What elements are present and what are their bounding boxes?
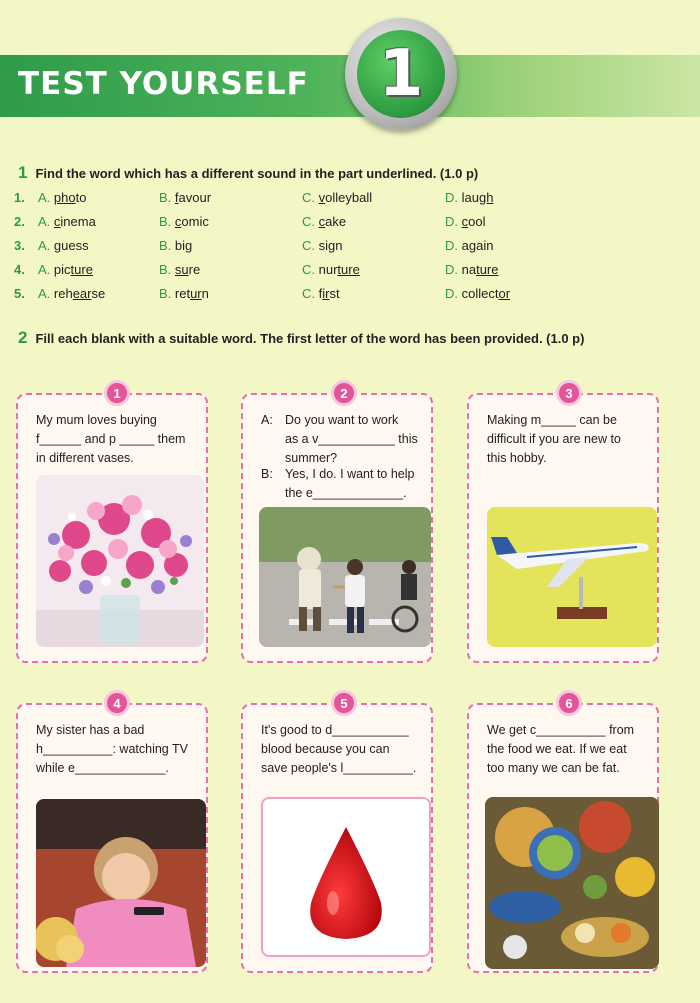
q1-row-number: 4. — [14, 262, 25, 277]
question-2-number: 2 — [18, 328, 28, 347]
flowers-vase-image — [36, 475, 204, 647]
q1-option-d: D. again — [445, 238, 494, 253]
exercise-card-6 — [467, 703, 659, 973]
q1-option-a: A. cinema — [38, 214, 96, 229]
q1-option-a: A. guess — [38, 238, 89, 253]
q1-option-b: B. big — [159, 238, 193, 253]
question-2-instruction: Fill each blank with a suitable word. The first letter of the word has been provided. (1.0 p) — [35, 331, 585, 346]
q1-option-b: B. return — [159, 286, 209, 301]
card-5-number: 5 — [331, 690, 357, 716]
q1-row-3 — [0, 238, 700, 258]
exercise-card-3 — [467, 393, 659, 663]
blood-drop-image — [261, 797, 431, 957]
card-5-text: It's good to d___________ blood because you can save people's l__________. — [261, 723, 417, 775]
speaker-a-label: A: — [261, 413, 273, 427]
q1-option-c: C. volleyball — [302, 190, 373, 205]
boy-helping-elderly-image — [259, 507, 431, 647]
badge-number: 1 — [378, 37, 424, 111]
card-4-text: My sister has a bad h__________: watching TV while e_____________. — [36, 723, 188, 775]
exercise-card-2 — [241, 393, 433, 663]
card-3-number: 3 — [556, 380, 582, 406]
food-platter-image — [485, 797, 659, 969]
speaker-b-label: B: — [261, 467, 273, 481]
speaker-b-text: Yes, I do. I want to help the e_____________. — [285, 467, 415, 500]
q1-option-a: A. photo — [38, 190, 87, 205]
exercise-card-4 — [16, 703, 208, 973]
q1-option-d: D. cool — [445, 214, 486, 229]
card-1-number: 1 — [104, 380, 130, 406]
exercise-card-1 — [16, 393, 208, 663]
q1-option-d: D. nature — [445, 262, 499, 277]
q1-option-b: B. comic — [159, 214, 209, 229]
exercise-card-5 — [241, 703, 433, 973]
test-number-badge — [345, 18, 457, 130]
q1-row-number: 1. — [14, 190, 25, 205]
card-3-text: Making m_____ can be difficult if you are new to this hobby. — [487, 413, 621, 465]
question-1-number: 1 — [18, 163, 28, 182]
q1-row-number: 2. — [14, 214, 25, 229]
girl-watching-tv-image — [36, 799, 206, 967]
q1-option-d: D. laugh — [445, 190, 494, 205]
card-2-number: 2 — [331, 380, 357, 406]
card-4-number: 4 — [104, 690, 130, 716]
q1-option-c: C. sign — [302, 238, 343, 253]
q1-option-c: C. first — [302, 286, 340, 301]
q1-option-b: B. sure — [159, 262, 201, 277]
page-title: TEST YOURSELF — [18, 66, 309, 102]
q1-option-d: D. collector — [445, 286, 511, 301]
q1-option-c: C. cake — [302, 214, 347, 229]
speaker-a-text: Do you want to work as a v___________ this summer? — [285, 413, 418, 465]
q1-option-b: B. favour — [159, 190, 212, 205]
card-1-text: My mum loves buying f______ and p _____ them in different vases. — [36, 413, 186, 465]
card-6-text: We get c__________ from the food we eat. If we eat too many we can be fat. — [487, 723, 635, 775]
q1-option-c: C. nurture — [302, 262, 360, 277]
card-6-number: 6 — [556, 690, 582, 716]
q1-row-4 — [0, 262, 700, 282]
question-2-heading — [18, 328, 584, 348]
q1-option-a: A. picture — [38, 262, 93, 277]
question-1-heading — [18, 163, 478, 183]
q1-option-a: A. rehearse — [38, 286, 106, 301]
q1-row-1 — [0, 190, 700, 210]
question-1-instruction: Find the word which has a different sound in the part underlined. (1.0 p) — [35, 166, 479, 181]
q1-row-number: 3. — [14, 238, 25, 253]
q1-row-number: 5. — [14, 286, 25, 301]
q1-row-2 — [0, 214, 700, 234]
model-plane-image — [487, 507, 657, 647]
q1-row-5 — [0, 286, 700, 306]
